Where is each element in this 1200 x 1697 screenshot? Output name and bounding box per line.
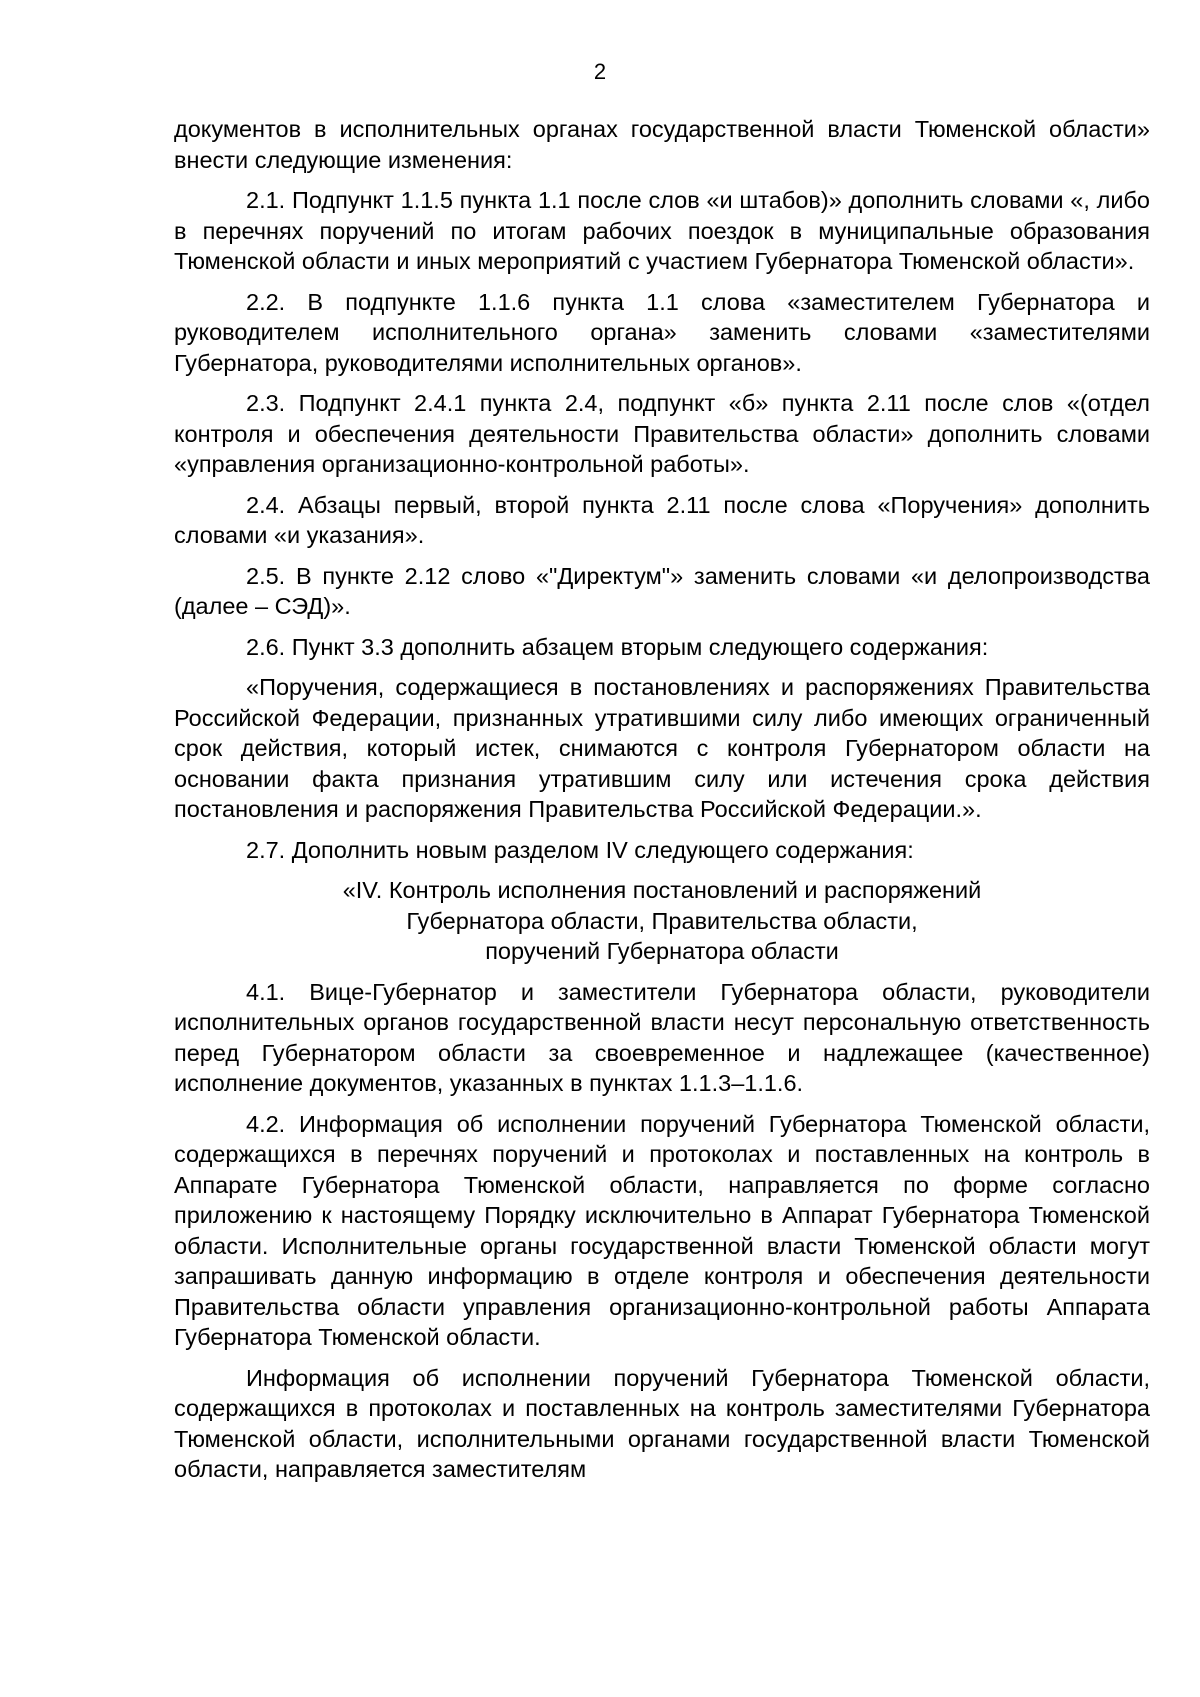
paragraph-2-7: 2.7. Дополнить новым разделом IV следующего содержания: xyxy=(246,836,914,863)
paragraph-2-3: 2.3. Подпункт 2.4.1 пункта 2.4, подпункт «б» пункта 2.11 после слов «(отдел контроля и обеспечения деятельности Правительства области» дополнить словами «управления организационно-контрольной работы». xyxy=(174,390,1150,477)
document-body xyxy=(174,114,1150,1485)
paragraph-2-1: 2.1. Подпункт 1.1.5 пункта 1.1 после слов «и штабов)» дополнить словами «, либо в перечнях поручений по итогам рабочих поездок в муниципальные образования Тюменской области и иных мероприятий с участием Губернатора Тюменской области». xyxy=(174,187,1150,274)
paragraph-quoted-text: «Поручения, содержащиеся в постановлениях и распоряжениях Правительства Российской Федерации, признанных утратившими силу либо имеющих ограниченный срок действия, который истек, снимаются с контроля Губернатором области на основании факта признания утратившим силу или истечения срока действия постановления и распоряжения Правительства Российской Федерации.». xyxy=(174,674,1150,822)
paragraph-2-5: 2.5. В пункте 2.12 слово «"Директум"» заменить словами «и делопроизводства (далее – СЭД)». xyxy=(174,562,1150,619)
paragraph-4-2-continued: Информация об исполнении поручений Губернатора Тюменской области, содержащихся в протоколах и поставленных на контроль заместителями Губернатора Тюменской области, исполнительными органами государственной власти Тюменской области, направляется заместителям xyxy=(174,1364,1150,1482)
page-number: 2 xyxy=(593,59,607,84)
paragraph-2-6: 2.6. Пункт 3.3 дополнить абзацем вторым следующего содержания: xyxy=(246,633,989,660)
paragraph-2-2: 2.2. В подпункте 1.1.6 пункта 1.1 слова «заместителем Губернатора и руководителем исполнительного органа» заменить словами «заместителями Губернатора, руководителями исполнительных органов». xyxy=(174,288,1150,376)
paragraph-intro-continuation: документов в исполнительных органах государственной власти Тюменской области» внести следующие изменения: xyxy=(174,116,1150,173)
paragraph-2-4: 2.4. Абзацы первый, второй пункта 2.11 после слова «Поручения» дополнить словами «и указания». xyxy=(174,491,1150,548)
paragraph-4-1: 4.1. Вице-Губернатор и заместители Губернатора области, руководители исполнительных органов государственной власти несут персональную ответственность перед Губернатором области за своевременное и надлежащее (качественное) исполнение документов, указанных в пунктах 1.1.3–1.1.6. xyxy=(174,978,1150,1096)
paragraph-4-2: 4.2. Информация об исполнении поручений Губернатора Тюменской области, содержащихся в перечнях поручений и протоколах и поставленных на контроль в Аппарате Губернатора Тюменской области, направляется по форме согласно приложению к настоящему Порядку исключительно в Аппарат Губернатора Тюменской области. Исполнительные органы государственной власти Тюменской области могут запрашивать данную информацию в отделе контроля и обеспечения деятельности Правительства области управления организационно-контрольной работы Аппарата Губернатора Тюменской области. xyxy=(174,1110,1150,1350)
section-heading-line: поручений Губернатора области xyxy=(485,938,839,964)
section-heading-line: «IV. Контроль исполнения постановлений и распоряжений xyxy=(342,877,982,903)
section-heading-line: Губернатора области, Правительства области, xyxy=(406,907,918,934)
section-heading xyxy=(174,875,1150,967)
